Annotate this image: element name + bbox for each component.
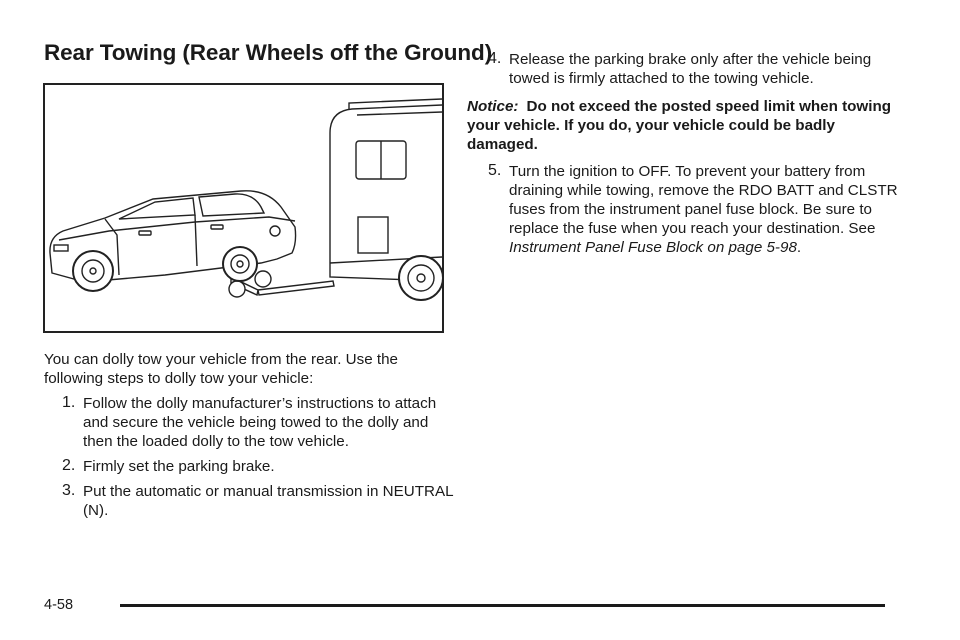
intro-paragraph: You can dolly tow your vehicle from the rear. Use the following steps to dolly tow your vehicle: [44,351,398,387]
notice-text: Do not exceed the posted speed limit when towing your vehicle. If you do, your vehicle could be badly damaged. [467,98,892,153]
step-2 [44,457,454,476]
notice-paragraph [467,97,907,154]
cross-reference-link[interactable]: Instrument Panel Fuse Block on page 5-98 [509,239,797,256]
left-column [44,350,454,526]
right-column [467,50,907,263]
step-5-body: Turn the ignition to OFF. To prevent your battery from draining while towing, remove the RDO BATT and CLSTR fuses from the instrument panel fuse block. Be sure to replace the fuse when you reach your destination. See [509,163,898,237]
step-text: Follow the dolly manufacturer’s instructions to attach and secure the vehicle being towed to the dolly and then the loaded dolly to the tow vehicle. [83,395,437,450]
rear-towing-illustration [43,83,444,333]
step-4 [467,50,907,88]
step-number: 2. [62,457,76,474]
step-text: Put the automatic or manual transmission in NEUTRAL (N). [83,483,453,519]
step-1 [44,394,454,451]
step-number: 1. [62,394,76,411]
step-number: 3. [62,482,76,499]
footer-rule [120,604,885,607]
step-text [509,162,907,257]
step-3 [44,482,454,520]
notice-label: Notice: [467,98,519,115]
step-number: 5. [488,162,502,179]
page-number: 4-58 [44,597,74,613]
step-number: 4. [488,50,502,67]
step-text: Release the parking brake only after the vehicle being towed is firmly attached to the towing vehicle. [509,51,872,87]
step-5-end: . [796,239,802,256]
page-title: Rear Towing (Rear Wheels off the Ground) [44,40,493,65]
step-5 [467,162,907,257]
tow-vehicle-illustration [330,99,442,300]
step-text: Firmly set the parking brake. [83,458,275,475]
